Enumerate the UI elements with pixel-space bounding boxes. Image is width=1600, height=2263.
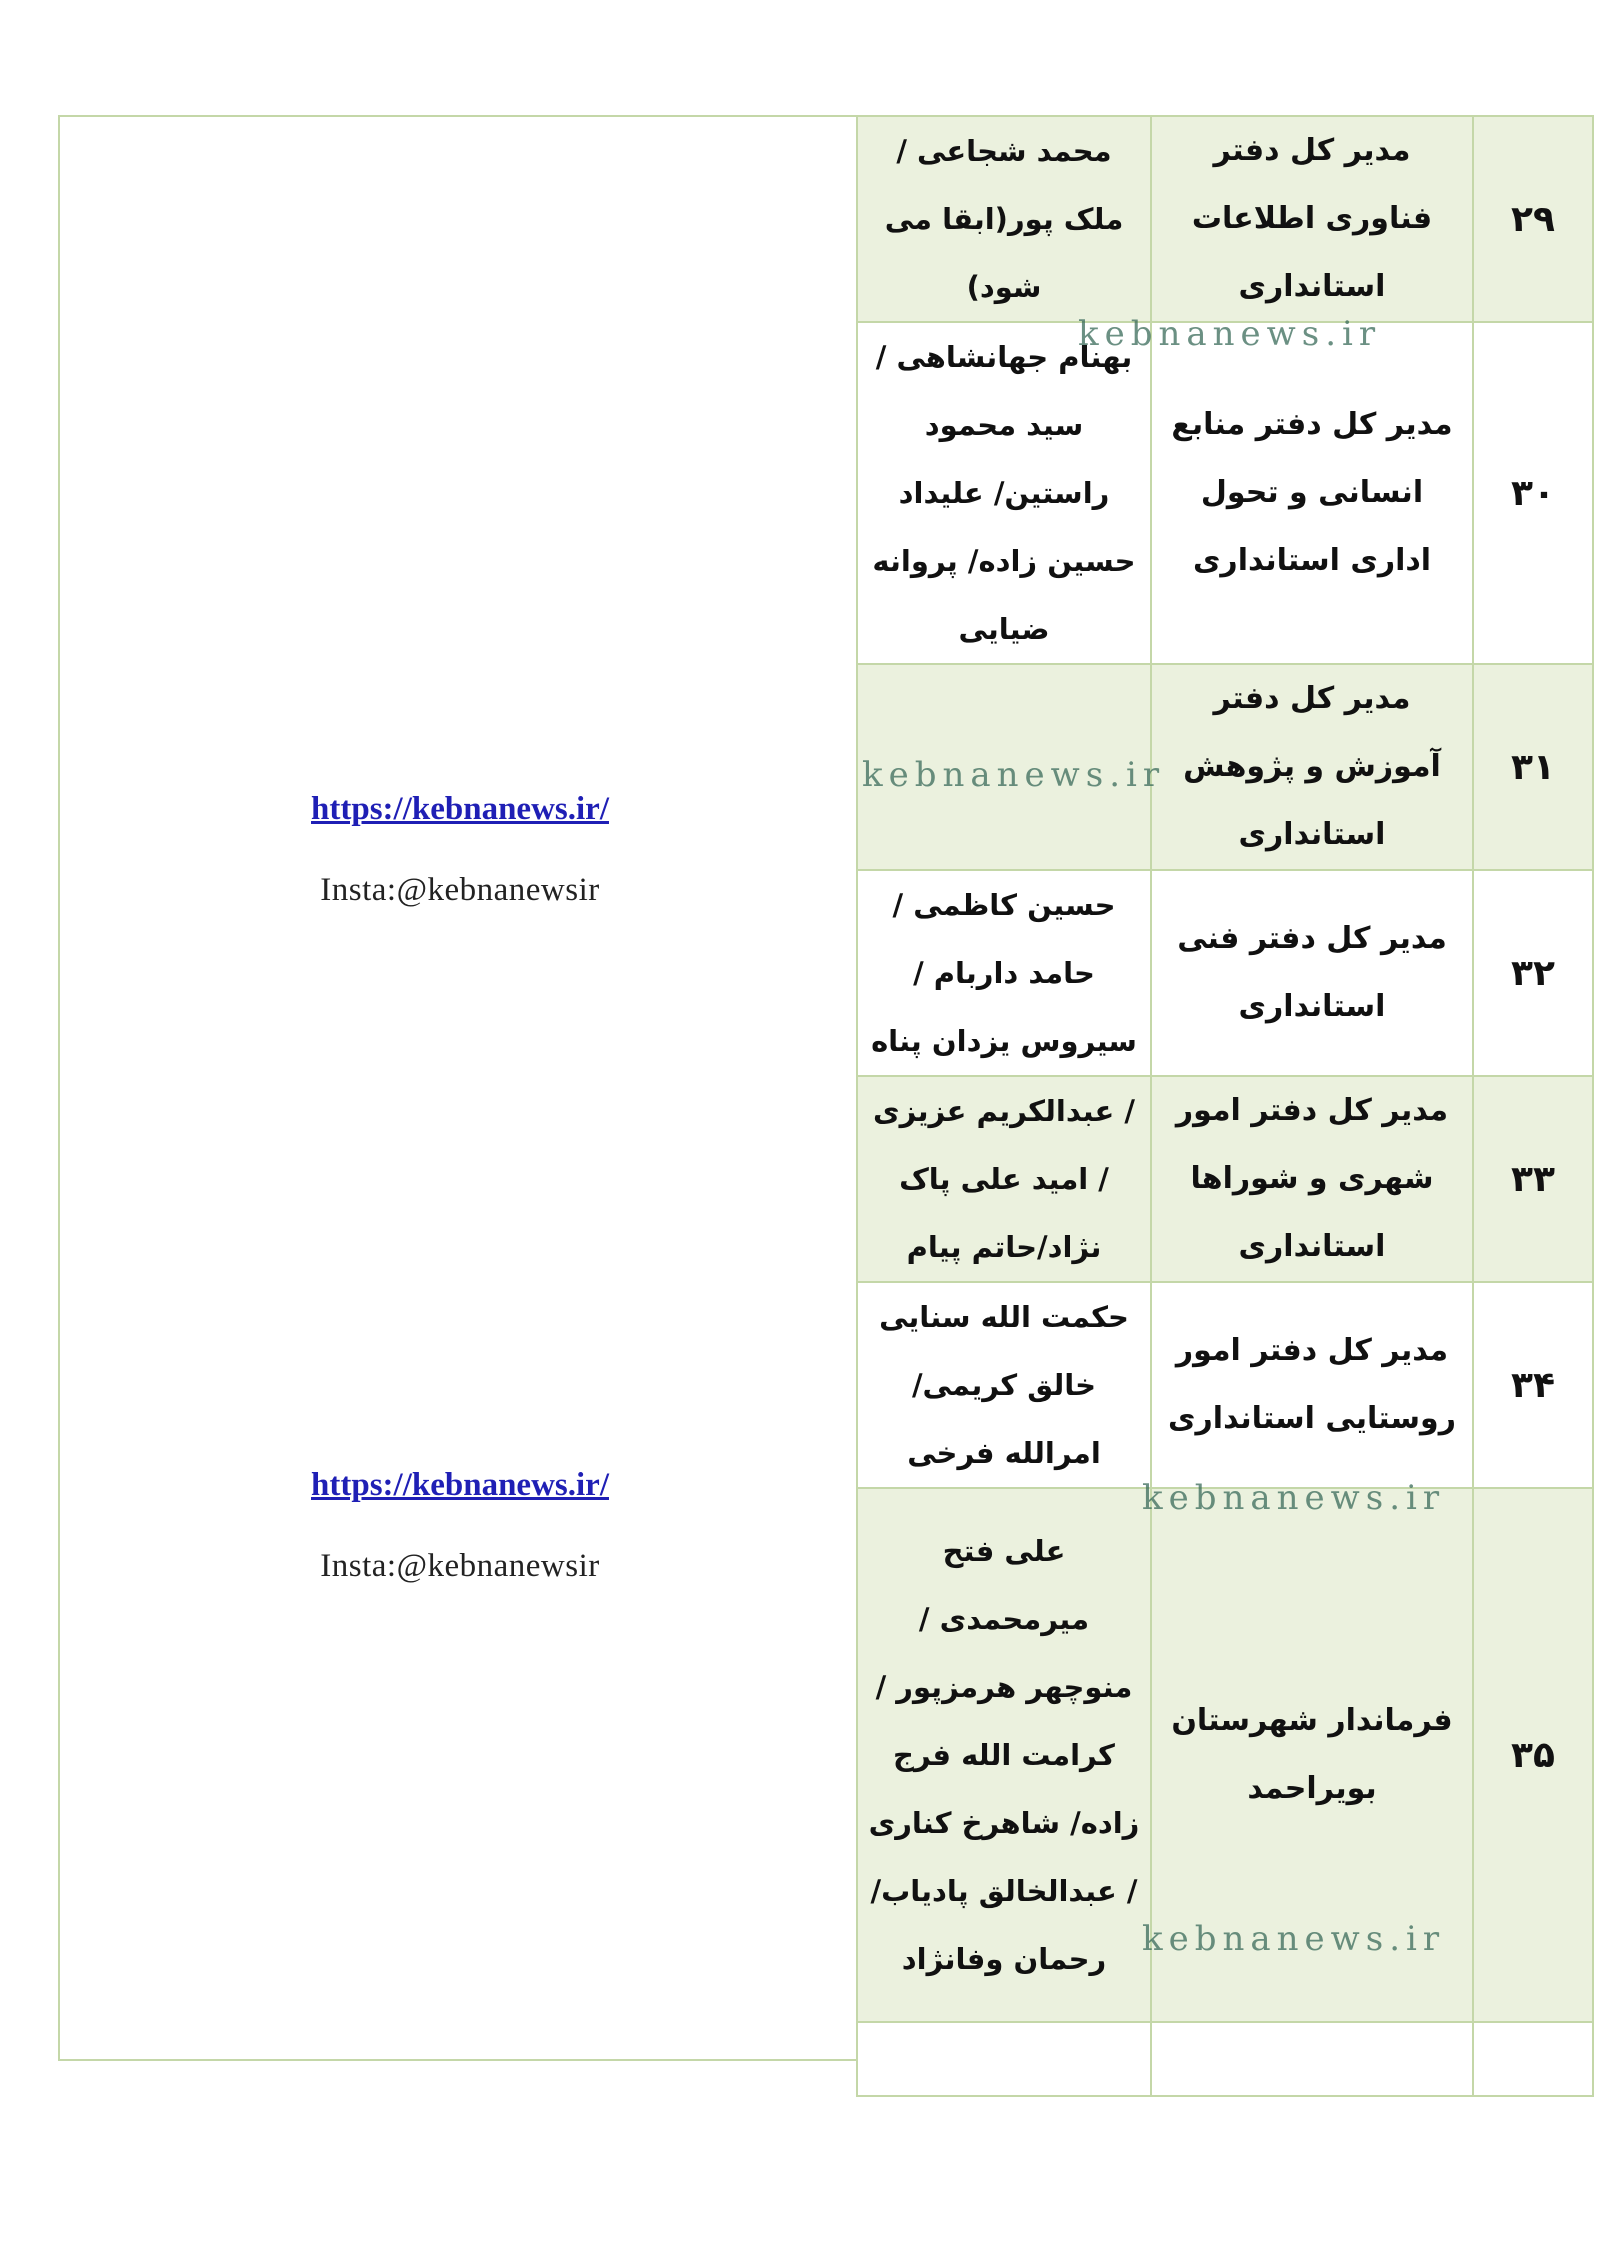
insta-handle: Insta:@kebnanewsir <box>320 1548 600 1584</box>
row-number: ۳۰ <box>1473 322 1593 664</box>
watermark: kebnanews.ir <box>862 755 1166 795</box>
title-cell: مدیر کل دفتر منابع انسانی و تحول اداری استانداری <box>1151 322 1473 664</box>
insta-handle: Insta:@kebnanewsir <box>320 872 600 908</box>
watermark: kebnanews.ir <box>1142 1919 1446 1959</box>
watermark: kebnanews.ir <box>1078 314 1382 354</box>
names-cell: حکمت الله سنایی خالق کریمی/ امرالله فرخی <box>857 1282 1151 1488</box>
names-cell: محمد شجاعی / ملک پور(ابقا می شود) <box>857 116 1151 322</box>
table-row <box>857 2022 1593 2096</box>
title-cell: مدیر کل دفتر فناوری اطلاعات استانداری <box>1151 116 1473 322</box>
row-number: ۳۲ <box>1473 870 1593 1076</box>
row-number <box>1473 2022 1593 2096</box>
row-number: ۳۱ <box>1473 664 1593 870</box>
title-cell: مدیر کل دفتر آموزش و پژوهش استانداری <box>1151 664 1473 870</box>
row-number: ۳۵ <box>1473 1488 1593 2022</box>
title-cell: مدیر کل دفتر فنی استانداری <box>1151 870 1473 1076</box>
row-number: ۳۴ <box>1473 1282 1593 1488</box>
site-link[interactable]: https://kebnanews.ir/ <box>311 1467 609 1503</box>
table-row <box>857 870 1593 1076</box>
table-row <box>857 1282 1593 1488</box>
site-links-block <box>190 791 730 909</box>
names-cell: بهنام جهانشاهی / سید محمود راستین/ علیداد حسین زاده/ پروانه ضیایی <box>857 322 1151 664</box>
watermark: kebnanews.ir <box>1142 1478 1446 1518</box>
row-number: ۳۳ <box>1473 1076 1593 1282</box>
names-cell: علی فتح میرمحمدی / منوچهر هرمزپور / کرامت الله فرج زاده/ شاهرخ کناری / عبدالخالق پادیاب/ رحمان وفانژاد <box>857 1488 1151 2022</box>
names-cell <box>857 2022 1151 2096</box>
title-cell: مدیر کل دفتر امور شهری و شوراها استانداری <box>1151 1076 1473 1282</box>
row-number: ۲۹ <box>1473 116 1593 322</box>
appointments-table <box>856 115 1594 2097</box>
site-link[interactable]: https://kebnanews.ir/ <box>311 791 609 827</box>
title-cell: مدیر کل دفتر امور روستایی استانداری <box>1151 1282 1473 1488</box>
names-cell: / عبدالکریم عزیزی / امید علی پاک نژاد/حاتم پیام <box>857 1076 1151 1282</box>
table-row <box>857 1076 1593 1282</box>
names-cell: حسین کاظمی /حامد داربام / سیروس یزدان پناه <box>857 870 1151 1076</box>
title-cell <box>1151 2022 1473 2096</box>
table-row <box>857 322 1593 664</box>
title-cell: فرماندار شهرستان بویراحمد <box>1151 1488 1473 2022</box>
table-row <box>857 116 1593 322</box>
site-links-block <box>190 1467 730 1585</box>
